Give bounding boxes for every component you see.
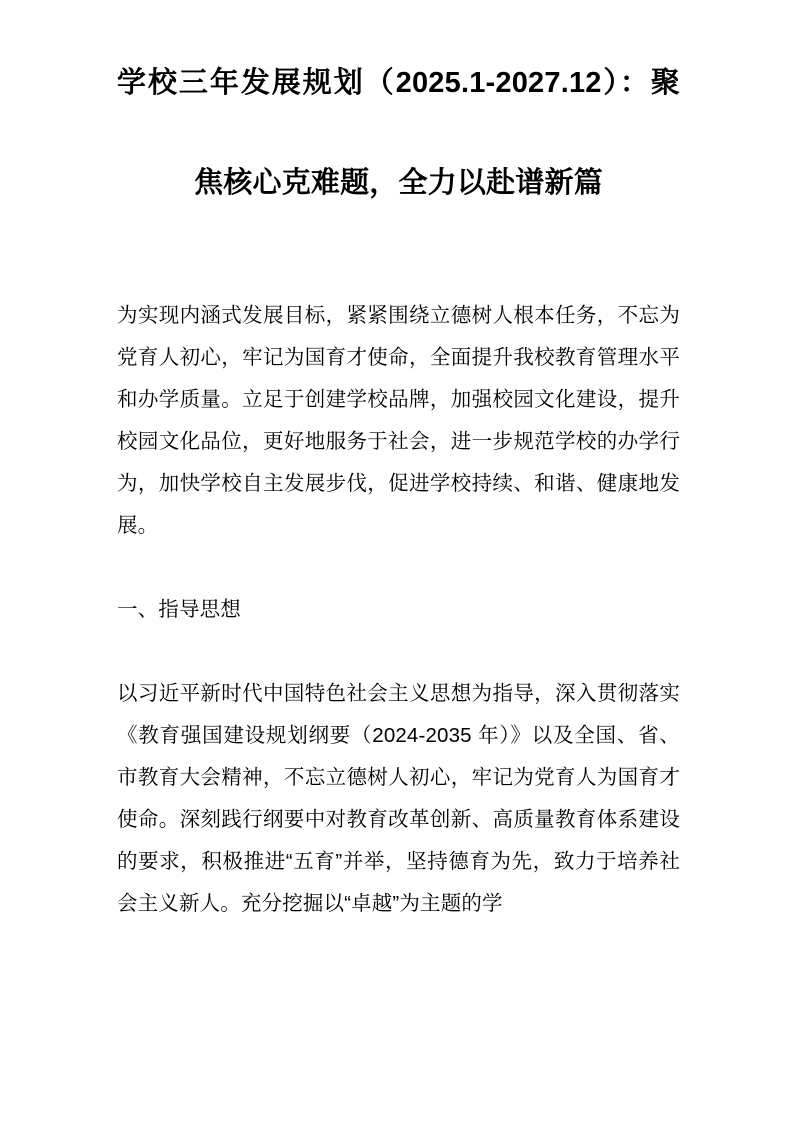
title-body-spacer [117, 233, 680, 295]
document-content-column [117, 0, 680, 925]
intro-paragraph: 为实现内涵式发展目标，紧紧围绕立德树人根本任务，不忘为党育人初心，牢记为国育才使命，全面提升我校教育管理水平和办学质量。立足于创建学校品牌，加强校园文化建设，提升校园文化品位，更好地服务于社会，进一步规范学校的办学行为，加快学校自主发展步伐，促进学校持续、和谐、健康地发展。 [117, 304, 680, 537]
paragraph-gap-1 [117, 547, 680, 589]
guiding-thought-paragraph: 以习近平新时代中国特色社会主义思想为指导，深入贯彻落实《教育强国建设规划纲要（2024-2035 年）》以及全国、省、市教育大会精神，不忘立德树人初心，牢记为党育人为国育才使命。深刻践行纲要中对教育改革创新、高质量教育体系建设的要求，积极推进“五育”并举，坚持德育为先，致力于培养社会主义新人。充分挖掘以“卓越”为主题的学 [117, 682, 680, 915]
paragraph-gap-2 [117, 631, 680, 673]
section-heading-1: 一、指导思想 [117, 598, 241, 621]
page-title-line-2: 焦核心克难题，全力以赴谱新篇 [194, 167, 603, 199]
page-title-line-1: 学校三年发展规划（2025.1-2027.12）：聚 [117, 67, 680, 99]
page-title [117, 33, 680, 233]
